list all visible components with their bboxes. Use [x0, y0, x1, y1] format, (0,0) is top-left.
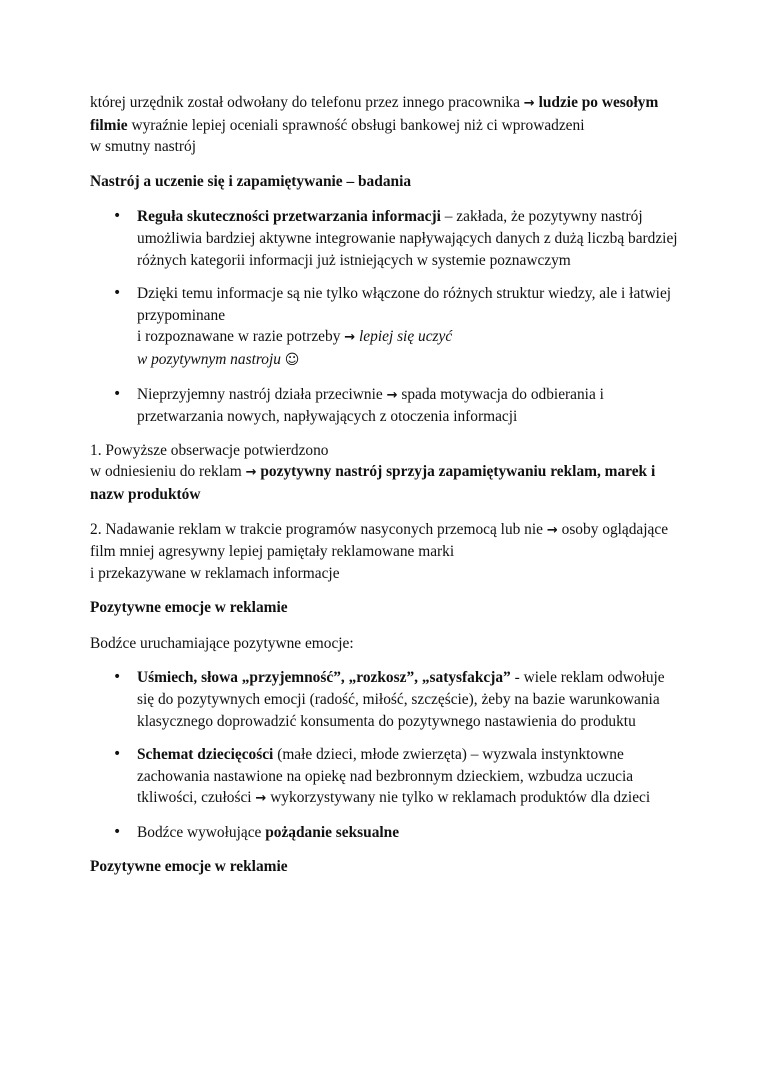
- document-page: [90, 92, 680, 891]
- section-heading-mood-learning: Nastrój a uczenie się i zapamiętywanie – badania: [90, 172, 412, 190]
- intro-bold: ludzie po wesołym filmie: [90, 94, 659, 134]
- arrow-right-icon: →: [523, 96, 535, 111]
- arrow-right-icon: →: [245, 465, 257, 481]
- para-line-last: i przekazywane w reklamach informacje: [90, 564, 340, 582]
- list-item: [90, 822, 680, 844]
- bullet-text: Bodźce wywołujące: [137, 824, 262, 842]
- bullet-bold: Reguła skuteczności przetwarzania informacji: [137, 208, 441, 226]
- bullet-italic: lepiej się uczyć: [359, 328, 453, 346]
- bullet-italic: w pozytywnym nastroju: [137, 350, 281, 368]
- bullet-text: i rozpoznawane w razie potrzeby: [137, 328, 341, 346]
- arrow-right-icon: →: [386, 387, 398, 403]
- list-item: [90, 384, 680, 428]
- bullet-text: – zakłada, że pozytywny nastrój umożliwia bardziej aktywne integrowanie napływających danych z dużą liczbą bardziej różnych kategorii informacji już istniejących w systemie poznawczym: [137, 208, 678, 269]
- para-text: osoby oglądające film mniej agresywny lepiej pamiętały reklamowane marki: [90, 520, 669, 561]
- bullet-text: (małe dzieci, młode zwierzęta) – wyzwala instynktowne zachowania nastawione na opiekę nad bezbronnym dzieckiem, wzbudza uczucia tkliwości, czułości: [137, 746, 634, 807]
- intro-line1: której urzędnik został odwołany do telefonu przez innego pracownika: [90, 94, 520, 111]
- arrow-right-icon: →: [344, 330, 356, 346]
- bullet-bold: Schemat dziecięcości: [137, 746, 274, 764]
- list-item: [90, 283, 680, 371]
- para-text: 2. Nadawanie reklam w trakcie programów nasyconych przemocą lub nie: [90, 520, 543, 538]
- arrow-right-icon: →: [255, 791, 267, 807]
- section2-bullet-list: [90, 667, 680, 843]
- arrow-right-icon: →: [546, 522, 558, 538]
- para-line1: 1. Powyższe obserwacje potwierdzono: [90, 441, 329, 459]
- section1-bullet-list: [90, 206, 680, 427]
- intro-rest: wyraźnie lepiej oceniali sprawność obsługi bankowej niż ci wprowadzeni: [131, 116, 585, 134]
- bullet-text: spada motywacja do odbierania i przetwarzania nowych, napływających z otoczenia informacji: [137, 385, 604, 426]
- bullet-text: wykorzystywany nie tylko w reklamach produktów dla dzieci: [270, 789, 651, 807]
- stimuli-intro: Bodźce uruchamiające pozytywne emocje:: [90, 634, 354, 652]
- bullet-text: - wiele reklam odwołuje się do pozytywnych emocji (radość, miłość, szczęście), żeby na bazie warunkowania klasycznego doprowadzić konsumenta do pozytywnego nastawienia do produktu: [137, 669, 665, 730]
- bullet-text: Dzięki temu informacje są nie tylko włączone do różnych struktur wiedzy, ale i łatwiej przypominane: [137, 285, 672, 324]
- para-bold: pozytywny nastrój sprzyja zapamiętywaniu reklam, marek i nazw produktów: [90, 463, 656, 503]
- paragraph-violence-ads: [90, 519, 680, 585]
- list-item: [90, 744, 680, 810]
- list-item: [90, 206, 680, 271]
- intro-line-last: w smutny nastrój: [90, 138, 197, 156]
- section-heading-positive-emotions-2: Pozytywne emocje w reklamie: [90, 857, 288, 875]
- bullet-bold: pożądanie seksualne: [265, 824, 400, 842]
- smiley-icon: ☺: [284, 351, 300, 368]
- bullet-text: Nieprzyjemny nastrój działa przeciwnie: [137, 385, 383, 403]
- paragraph-observations: [90, 440, 680, 506]
- intro-paragraph: [90, 92, 680, 158]
- section-heading-positive-emotions: Pozytywne emocje w reklamie: [90, 599, 288, 617]
- list-item: [90, 667, 680, 732]
- bullet-bold: Uśmiech, słowa „przyjemność”, „rozkosz”, „satysfakcja”: [137, 669, 511, 687]
- para-line2: w odniesieniu do reklam: [90, 463, 242, 481]
